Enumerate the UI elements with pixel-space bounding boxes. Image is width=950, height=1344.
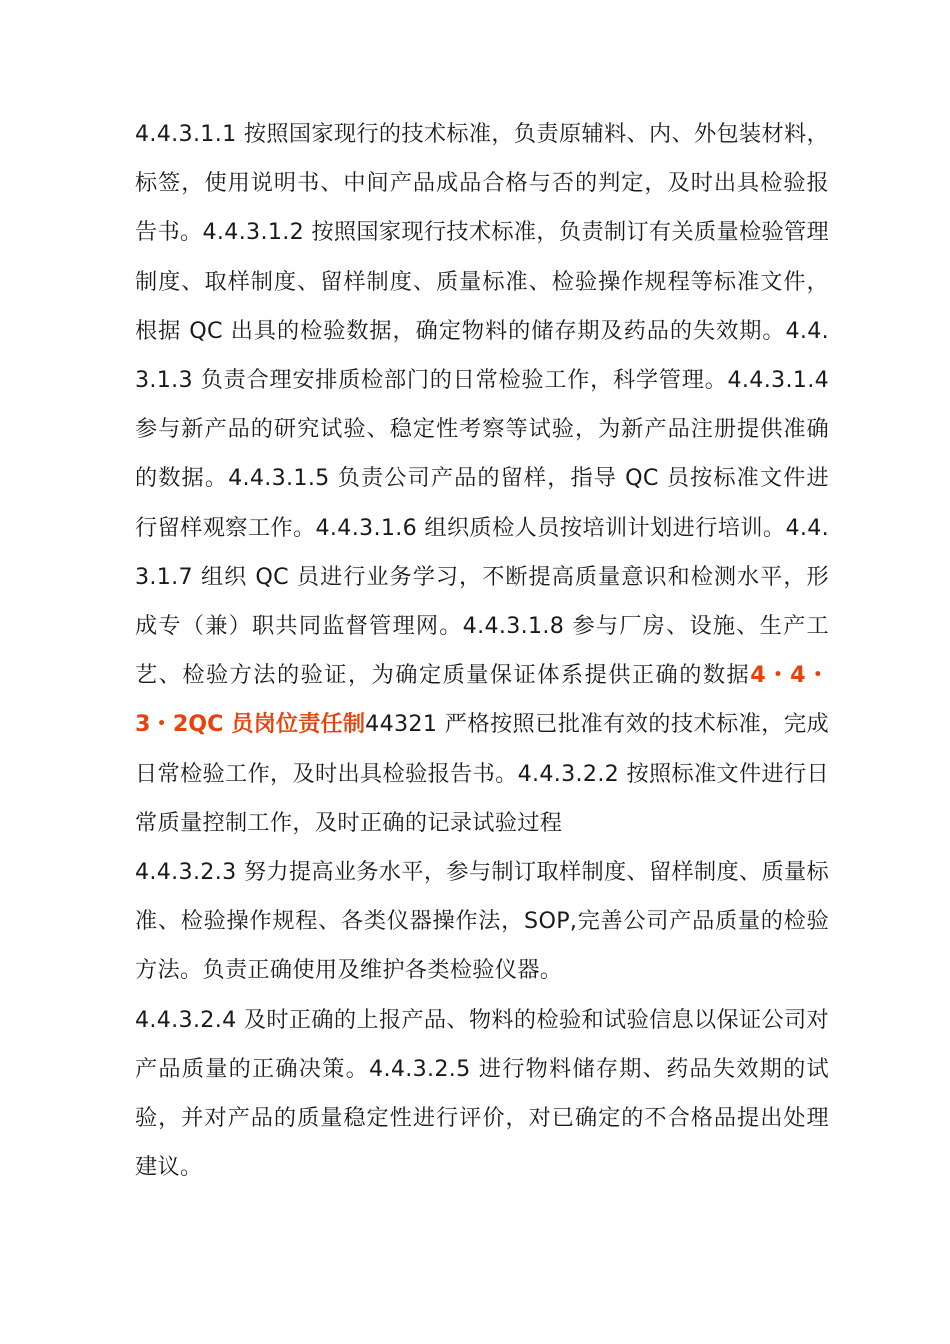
paragraph-4-4-3-2-4: 4.4.3.2.4 及时正确的上报产品、物料的检验和试验信息以保证公司对产品质量的正确决策。4.4.3.2.5 进行物料储存期、药品失效期的试验，并对产品的质量稳定性进行评价，对已确定的不合格品提出处理建议。 [135, 1006, 829, 1181]
paragraph-qc-manager-duties [135, 110, 829, 848]
paragraph-text: 44321 严格按照已批准有效的技术标准，完成日常检验工作，及时出具检验报告书。4.4.3.2.2 按照标准文件进行日常质量控制工作，及时正确的记录试验过程 [135, 711, 829, 836]
paragraph-text: 4.4.3.1.1 按照国家现行的技术标准，负责原辅料、内、外包装材料，标签，使用说明书、中间产品成品合格与否的判定，及时出具检验报告书。4.4.3.1.2 按照国家现行技术标准，负责制订有关质量检验管理制度、取样制度、留样制度、质量标准、检验操作规程等标准文件，根据 QC 出具的检验数据，确定物料的储存期及药品的失效期。4.4.3.1.3 负责合理安排质检部门的日常检验工作，科学管理。4.4.3.1.4 参与新产品的研究试验、稳定性考察等试验，为新产品注册提供准确的数据。4.4.3.1.5 负责公司产品的留样，指导 QC 员按标准文件进行留样观察工作。4.4.3.1.6 组织质检人员按培训计划进行培训。4.4.3.1.7 组织 QC 员进行业务学习，不断提高质量意识和检测水平，形成专（兼）职共同监督管理网。4.4.3.1.8 参与厂房、设施、生产工艺、检验方法的验证，为确定质量保证体系提供正确的数据 [135, 121, 829, 689]
paragraph-4-4-3-2-3: 4.4.3.2.3 努力提高业务水平，参与制订取样制度、留样制度、质量标准、检验操作规程、各类仪器操作法，SOP,完善公司产品质量的检验方法。负责正确使用及维护各类检验仪器。 [135, 859, 829, 984]
document-page [135, 110, 829, 1192]
section-heading-qc-duties: 4・4・3・2QC 员岗位责任制 [135, 662, 829, 738]
